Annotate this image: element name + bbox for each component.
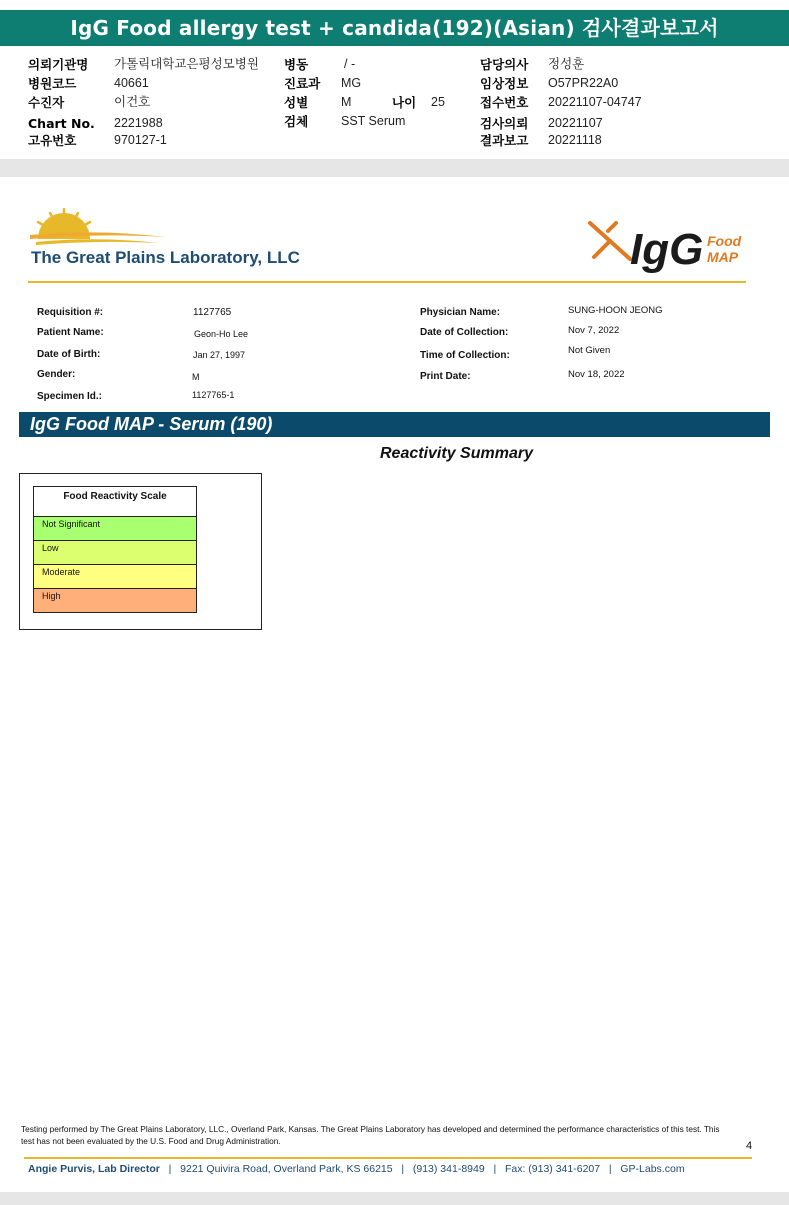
scale-level-not-significant: Not Significant xyxy=(33,517,197,541)
label-specimen: 검체 xyxy=(284,114,309,129)
value-ward: / - xyxy=(344,57,356,71)
footer-sep-3: | xyxy=(493,1163,497,1175)
label-recipient: 수진자 xyxy=(28,95,65,110)
footer-fax: Fax: (913) 341-6207 xyxy=(504,1163,601,1175)
label-ward: 병동 xyxy=(284,57,309,72)
product-logo-food-map xyxy=(707,233,741,265)
collection-time-value: Not Given xyxy=(568,345,611,356)
reactivity-scale-table xyxy=(33,486,197,613)
label-chart-no: Chart No. xyxy=(28,116,95,131)
section-title: IgG Food MAP - Serum (190) xyxy=(19,412,770,437)
value-clinical-info: O57PR22A0 xyxy=(548,76,619,90)
gender-value: M xyxy=(192,372,200,382)
patient-name-value: Geon-Ho Lee xyxy=(194,329,249,339)
report-title-bar xyxy=(0,10,789,46)
footer-sep-1: | xyxy=(168,1163,172,1175)
value-sex: M xyxy=(341,95,352,109)
scale-level-high: High xyxy=(33,589,197,613)
dob-value: Jan 27, 1997 xyxy=(193,350,246,360)
collection-time-label: Time of Collection: xyxy=(420,350,510,361)
footer-phone: (913) 341-8949 xyxy=(412,1163,485,1175)
value-specimen: SST Serum xyxy=(341,114,406,128)
print-date-value: Nov 18, 2022 xyxy=(568,369,625,380)
sun-logo-icon xyxy=(28,205,168,245)
patient-name-label: Patient Name: xyxy=(37,327,104,338)
value-unique-no: 970127-1 xyxy=(114,133,167,147)
gender-label: Gender: xyxy=(37,369,76,380)
product-logo-map: MAP xyxy=(707,249,739,265)
label-report-date: 결과보고 xyxy=(480,133,529,148)
physician-value: SUNG-HOON JEONG xyxy=(568,305,663,316)
value-recipient: 이건호 xyxy=(114,95,151,109)
lab-name: The Great Plains Laboratory, LLC xyxy=(31,248,300,267)
label-sex: 성별 xyxy=(284,95,309,110)
label-unique-no: 고유번호 xyxy=(28,133,77,148)
lab-header xyxy=(24,201,750,283)
footer-director: Angie Purvis, Lab Director xyxy=(28,1163,160,1175)
value-report-date: 20221118 xyxy=(548,133,602,147)
value-age: 25 xyxy=(431,95,445,109)
report-title: IgG Food allergy test + candida(192)(Asian) 검사결과보고서 xyxy=(70,16,719,40)
scale-level-moderate: Moderate xyxy=(33,565,197,589)
label-department: 진료과 xyxy=(284,76,321,91)
label-age: 나이 xyxy=(392,95,417,110)
collection-date-label: Date of Collection: xyxy=(420,327,509,338)
label-clinical-info: 임상정보 xyxy=(480,76,529,91)
value-request-date: 20221107 xyxy=(548,116,603,130)
print-date-label: Print Date: xyxy=(420,371,471,382)
collection-date-value: Nov 7, 2022 xyxy=(568,325,620,336)
footer-address: 9221 Quivira Road, Overland Park, KS 66215 xyxy=(180,1163,393,1175)
label-institution: 의뢰기관명 xyxy=(28,57,89,72)
value-receipt-no: 20221107-04747 xyxy=(548,95,642,109)
lab-header-rule xyxy=(28,281,746,283)
physician-label: Physician Name: xyxy=(420,307,501,318)
value-institution: 가톨릭대학교은평성모병원 xyxy=(114,57,259,71)
header-divider xyxy=(0,159,789,177)
page-bottom-band xyxy=(0,1192,789,1205)
footer-sep-2: | xyxy=(401,1163,405,1175)
specimen-label: Specimen Id.: xyxy=(37,391,103,402)
scale-level-low: Low xyxy=(33,541,197,565)
value-chart-no: 2221988 xyxy=(114,116,163,130)
scale-title: Food Reactivity Scale xyxy=(33,486,197,517)
value-doctor: 정성훈 xyxy=(548,57,585,71)
product-logo-food: Food xyxy=(707,233,742,249)
footer-web[interactable]: GP-Labs.com xyxy=(620,1163,685,1175)
value-department: MG xyxy=(341,76,362,90)
page-number: 4 xyxy=(746,1140,753,1152)
value-hospital-code: 40661 xyxy=(114,76,149,90)
footer-contact xyxy=(28,1163,685,1175)
label-receipt-no: 접수번호 xyxy=(480,95,529,110)
footer-rule xyxy=(24,1157,752,1159)
product-logo-igg: IgG xyxy=(630,225,704,274)
reactivity-summary-title: Reactivity Summary xyxy=(380,445,533,462)
label-doctor: 담당의사 xyxy=(480,57,529,72)
requisition-label: Requisition #: xyxy=(37,307,104,318)
testing-disclaimer: Testing performed by The Great Plains Laboratory, LLC., Overland Park, Kansas. The Great Plains Laboratory has developed and determined the performance characteristics of this test. This test has not been evaluated by the U.S. Food and Drug Administration. xyxy=(21,1124,720,1146)
label-hospital-code: 병원코드 xyxy=(28,76,77,91)
requisition-value: 1127765 xyxy=(193,307,232,318)
label-request-date: 검사의뢰 xyxy=(480,116,529,131)
dob-label: Date of Birth: xyxy=(37,349,101,360)
footer-sep-4: | xyxy=(608,1163,612,1175)
specimen-value: 1127765-1 xyxy=(192,390,235,400)
